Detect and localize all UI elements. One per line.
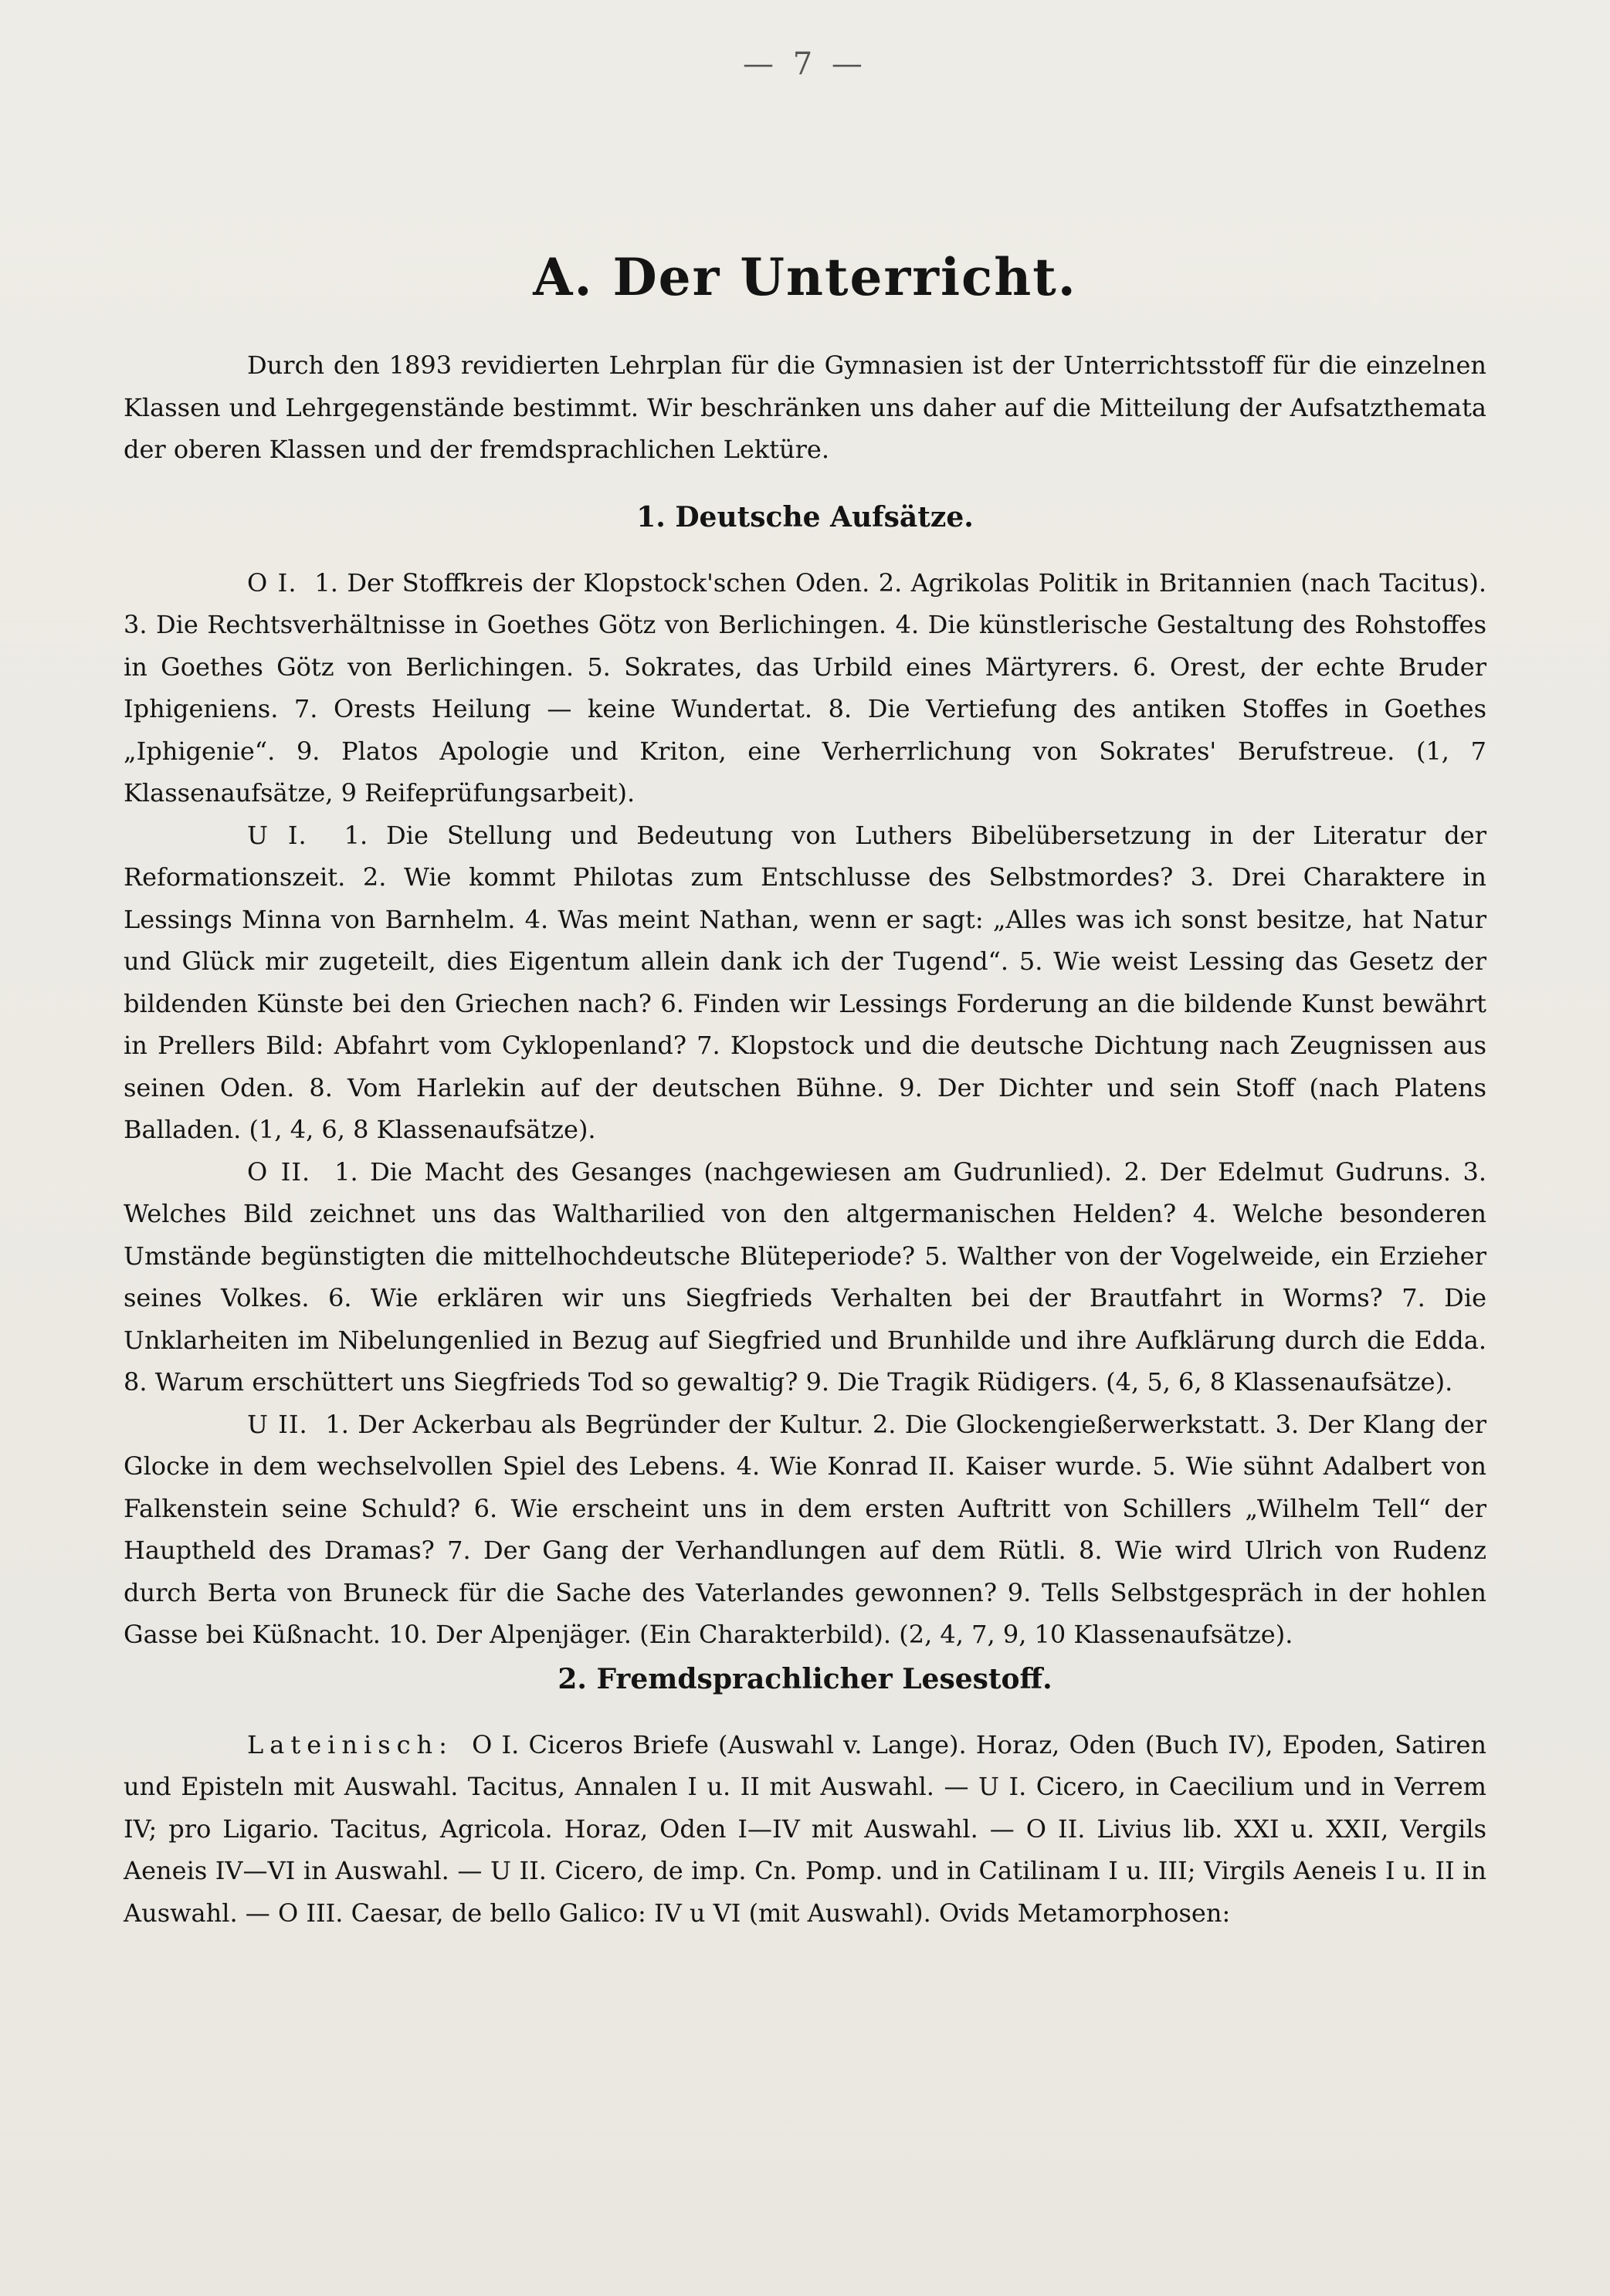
section-heading-foreign-reading: 2. Fremdsprachlicher Lesestoff. — [558, 1662, 1052, 1695]
essay-text-ui: 1. Die Stellung und Bedeutung von Luthers Bibelübersetzung in der Literatur der Reformationszeit. 2. Wie kommt Philotas zum Entschlusse des Selbstmordes? 3. Drei Charaktere in Lessings Minna von Barnhelm. 4. Was meint Nathan, wenn er sagt: „Alles was ich sonst besitze, hat Natur und Glück mir zugeteilt, dies Eigentum allein dank ich der Tugend“. 5. Wie weist Lessing das Gesetz der bildenden Künste bei den Griechen nach? 6. Finden wir Lessings Forderung an die bildende Kunst bewährt in Prellers Bild: Abfahrt vom Cyklopenland? 7. Klopstock und die deutsche Dichtung nach Zeugnissen aus seinen Oden. 8. Vom Harlekin auf der deutschen Bühne. 9. Der Dichter und sein Stoff (nach Platens Balladen. (1, 4, 6, 8 Klassenaufsätze). — [124, 820, 1487, 1144]
latin-reading-text: O I. Ciceros Briefe (Auswahl v. Lange). Horaz, Oden (Buch IV), Epoden, Satiren und Episteln mit Auswahl. Tacitus, Annalen I u. II mit Auswahl. — U I. Cicero, in Caecilium und in Verrem IV; pro Ligario. Tacitus, Agricola. Horaz, Oden I—IV mit Auswahl. — O II. Livius lib. XXI u. XXII, Vergils Aeneis IV—VI in Auswahl. — U II. Cicero, de imp. Cn. Pomp. und in Catilinam I u. III; Virgils Aeneis I u. II in Auswahl. — O III. Caesar, de bello Galico: IV u VI (mit Auswahl). Ovids Metamorphosen: — [124, 1729, 1486, 1928]
intro-paragraph: Durch den 1893 revidierten Lehrplan für die Gymnasien ist der Unterrichtsstoff für die einzelnen Klassen und Lehrgegenstände bestimmt. Wir beschränken uns daher auf die Mitteilung der Aufsatzthemata der oberen Klassen und der fremdsprachlichen Lektüre. — [124, 350, 1486, 464]
page-title: A. Der Unterricht. — [533, 247, 1077, 307]
latin-reading-block — [124, 1724, 1486, 1935]
language-label-latin: Lateinisch: — [247, 1729, 453, 1759]
page-content — [124, 247, 1486, 1934]
section-heading-german-essays: 1. Deutsche Aufsätze. — [636, 500, 974, 533]
essay-block-oii — [124, 1151, 1486, 1404]
class-label-oii: O II. — [247, 1156, 311, 1187]
essay-text-oi: 1. Der Stoffkreis der Klopstock'schen Oden. 2. Agrikolas Politik in Britannien (nach Tacitus). 3. Die Rechtsverhältnisse in Goethes Götz von Berlichingen. 4. Die künstlerische Gestaltung des Rohstoffes in Goethes Götz von Berlichingen. 5. Sokrates, das Urbild eines Märtyrers. 6. Orest, der echte Bruder Iphigeniens. 7. Orests Heilung — keine Wundertat. 8. Die Vertiefung des antiken Stoffes in Goethes „Iphigenie“. 9. Platos Apologie und Kriton, eine Verherrlichung von Sokrates' Berufstreue. (1, 7 Klassenaufsätze, 9 Reifeprüfungsarbeit). — [124, 567, 1487, 808]
page-number: — 7 — — [743, 46, 867, 82]
class-label-ui: U I. — [247, 820, 307, 850]
class-label-oi: O I. — [247, 567, 297, 598]
class-label-uii: U II. — [247, 1409, 308, 1439]
essay-text-uii: 1. Der Ackerbau als Begründer der Kultur. 2. Die Glockengießerwerkstatt. 3. Der Klang der Glocke in dem wechselvollen Spiel des Lebens. 4. Wie Konrad II. Kaiser wurde. 5. Wie sühnt Adalbert von Falkenstein seine Schuld? 6. Wie erscheint uns in dem ersten Auftritt von Schillers „Wilhelm Tell“ der Hauptheld des Dramas? 7. Der Gang der Verhandlungen auf dem Rütli. 8. Wie wird Ulrich von Rudenz durch Berta von Bruneck für die Sache des Vaterlandes gewonnen? 9. Tells Selbstgespräch in der hohlen Gasse bei Küßnacht. 10. Der Alpenjäger. (Ein Charakterbild). (2, 4, 7, 9, 10 Klassenaufsätze). — [124, 1409, 1487, 1649]
essay-text-oii: 1. Die Macht des Gesanges (nachgewiesen am Gudrunlied). 2. Der Edelmut Gudruns. 3. Welches Bild zeichnet uns das Waltharilied von den altgermanischen Helden? 4. Welche besonderen Umstände begünstigten die mittelhochdeutsche Blüteperiode? 5. Walther von der Vogelweide, ein Erzieher seines Volkes. 6. Wie erklären wir uns Siegfrieds Verhalten bei der Brautfahrt in Worms? 7. Die Unklarheiten im Nibelungenlied in Bezug auf Siegfried und Brunhilde und ihre Aufklärung durch die Edda. 8. Warum erschüttert uns Siegfrieds Tod so gewaltig? 9. Die Tragik Rüdigers. (4, 5, 6, 8 Klassenaufsätze). — [124, 1156, 1487, 1397]
essay-block-oi — [124, 562, 1486, 814]
essay-block-uii — [124, 1404, 1486, 1656]
essay-block-ui — [124, 814, 1486, 1151]
